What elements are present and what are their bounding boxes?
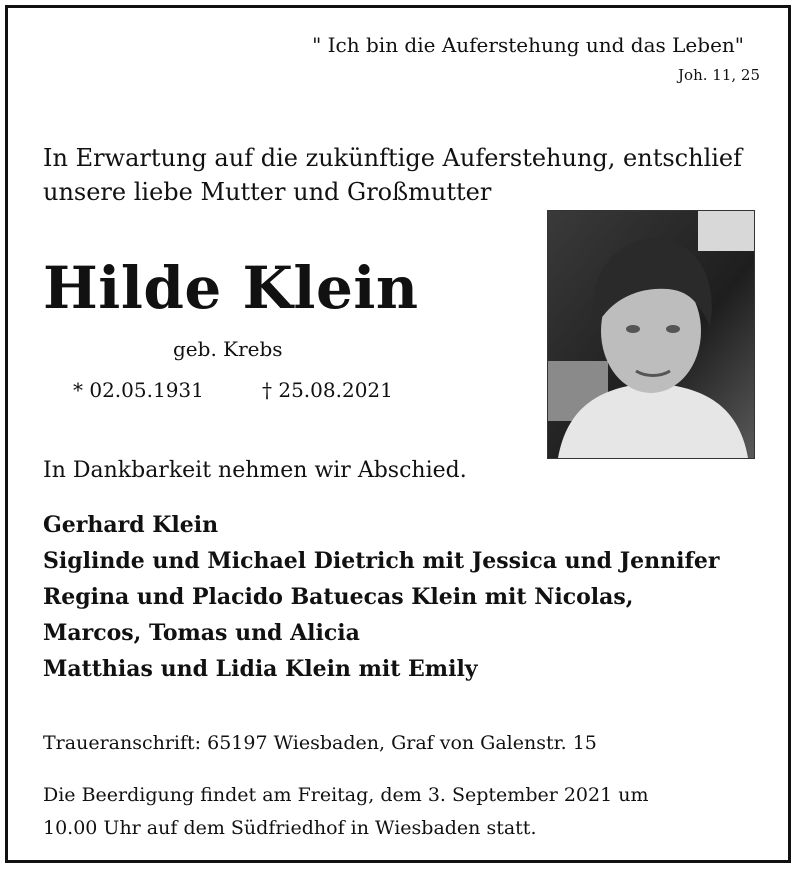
bible-reference: Joh. 11, 25 <box>678 66 760 84</box>
deceased-name: Hilde Klein <box>43 254 419 322</box>
portrait-photo <box>547 210 755 459</box>
funeral-line-2: 10.00 Uhr auf dem Südfriedhof in Wiesbaden statt. <box>43 817 537 839</box>
intro-line-1: In Erwartung auf die zukünftige Auferstehung, entschlief <box>43 144 742 172</box>
farewell-line: In Dankbarkeit nehmen wir Abschied. <box>43 458 467 483</box>
intro-line-2: unsere liebe Mutter und Großmutter <box>43 178 492 206</box>
family-member: Siglinde und Michael Dietrich mit Jessica und Jennifer <box>43 548 720 574</box>
funeral-line-1: Die Beerdigung findet am Freitag, dem 3. September 2021 um <box>43 784 649 806</box>
mourning-address: Traueranschrift: 65197 Wiesbaden, Graf von Galenstr. 15 <box>43 732 597 754</box>
family-list <box>43 507 720 687</box>
family-member: Matthias und Lidia Klein mit Emily <box>43 656 478 682</box>
birth-date: * 02.05.1931 <box>73 378 204 402</box>
death-date: † 25.08.2021 <box>262 378 393 402</box>
family-member: Regina und Placido Batuecas Klein mit Nicolas, <box>43 584 634 610</box>
intro-text <box>43 141 742 209</box>
birth-name: geb. Krebs <box>173 337 283 361</box>
bible-quote: " Ich bin die Auferstehung und das Leben" <box>312 33 744 57</box>
family-member: Marcos, Tomas und Alicia <box>43 620 360 646</box>
family-member: Gerhard Klein <box>43 512 219 538</box>
funeral-info <box>43 779 649 845</box>
